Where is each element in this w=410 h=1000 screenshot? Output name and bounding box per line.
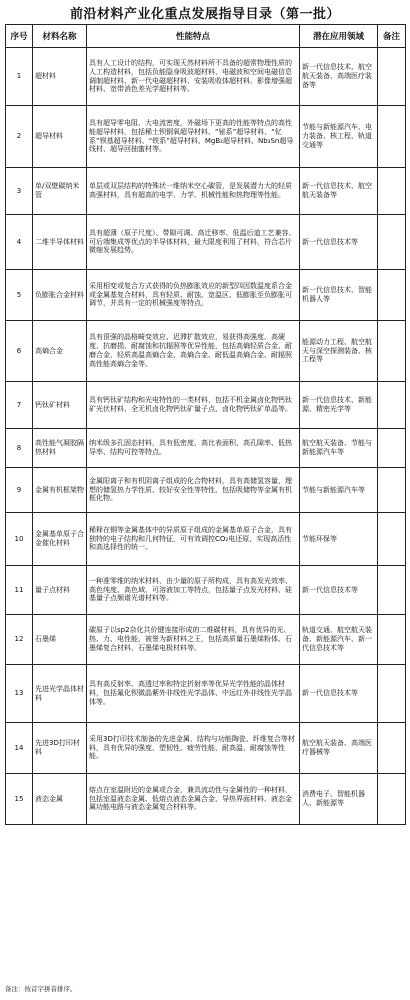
application-field: 新一代信息技术等 [300,665,378,723]
table-row [6,468,406,513]
application-field: 航空航天装备、高端医疗器械等 [300,723,378,774]
application-field: 新一代信息技术、新能源、精密光学等 [300,382,378,429]
catalog-table [5,24,406,825]
table-row [6,665,406,723]
application-field: 能源动力工程、航空航天与深空探测装备、核工程等 [300,321,378,382]
table-body [6,48,406,825]
row-remark [378,468,406,513]
row-number: 12 [6,615,33,665]
row-number: 7 [6,382,33,429]
application-field: 新一代信息技术等 [300,215,378,270]
material-feature: 具有高反射率、高透过率和特定折射率等优异光学性能的晶体材料，包括氟化钡微晶紫外非线性光学晶体、中远红外非线性光学晶体等。 [87,665,300,723]
row-number: 5 [6,270,33,321]
table-row [6,615,406,665]
material-name: 金属基单原子合金催化材料 [33,513,87,566]
row-remark [378,215,406,270]
material-name: 超材料 [33,48,87,106]
material-name: 高熵合金 [33,321,87,382]
table-row [6,723,406,774]
row-remark [378,429,406,468]
row-remark [378,513,406,566]
material-name: 液态金属 [33,774,87,825]
material-name: 负膨胀合金材料 [33,270,87,321]
material-name: 先进3D打印材料 [33,723,87,774]
material-feature: 具有钙钛矿结构和光电特性的一类材料，包括不机金属卤化物钙钛矿光伏材料、全无机卤化物钙钛矿量子点、卤化物钙钛矿单晶等。 [87,382,300,429]
header-no: 序号 [6,25,33,48]
material-name: 超导材料 [33,106,87,168]
material-feature: 熔点在室温附近的金属或合金，兼具流动性与金属性的一种材料，包括室温液态金属、低熔点液态金属合金、导热界面材料、液态金属功能电路与液态金属复合材料等。 [87,774,300,825]
table-row [6,270,406,321]
table-row [6,774,406,825]
application-field: 新一代信息技术、航空航天装备等 [300,168,378,215]
table-row [6,513,406,566]
material-feature: 具有超薄（原子尺度）、带隙可调、高迁移率、低温后道工艺兼容、可后端集成等优点的半导体材料，最大限度利用了材料，符合芯片微缩发展趋势。 [87,215,300,270]
application-field: 节能环保等 [300,513,378,566]
application-field: 新一代信息技术、航空航天装备、高端医疗装备等 [300,48,378,106]
row-number: 9 [6,468,33,513]
row-number: 13 [6,665,33,723]
material-name: 量子点材料 [33,566,87,615]
material-feature: 采用3D打印技术制备的先进金属、结构与功能陶瓷、纤维复合等材料，具有优异的强度、塑韧性、疲劳性能、耐高温、耐腐蚀等性能。 [87,723,300,774]
header-field: 潜在应用领域 [300,25,378,48]
row-number: 1 [6,48,33,106]
material-feature: 稀释在铜等金属基体中的异质原子组成的金属基单原子合金，具有独特的电子结构和几何特征，可有效调控CO₂电还原，实现高活性和高选择性的统一。 [87,513,300,566]
table-row [6,321,406,382]
row-remark [378,774,406,825]
header-name: 材料名称 [33,25,87,48]
material-name: 金属有机框架物 [33,468,87,513]
table-row [6,566,406,615]
material-feature: 纳米级多孔固态材料，具有低密度、高比表面积、高孔隙率、低热导率、结构可控等特点。 [87,429,300,468]
row-remark [378,106,406,168]
material-feature: 碳原子以sp2杂化共价键连接形成的二维碳材料，具有优异的光、热、力、电性能，被誉为新材料之王，包括高质量石墨烯粉体、石墨烯复合材料、石墨烯电极材料等。 [87,615,300,665]
material-name: 高性能气凝胶隔热材料 [33,429,87,468]
table-row [6,168,406,215]
row-number: 6 [6,321,33,382]
table-row [6,106,406,168]
material-name: 钙钛矿材料 [33,382,87,429]
row-number: 15 [6,774,33,825]
material-feature: 单层或双层结构的特殊状一维纳米空心碳管，是发展潜力大的轻质高强材料，具有超高的电学、力学、机械性能和热物理等性能。 [87,168,300,215]
row-remark [378,665,406,723]
row-remark [378,168,406,215]
footnote: 备注：按首字拼音排序。 [5,985,77,993]
material-name: 先进光学晶体材料 [33,665,87,723]
header-remark: 备注 [378,25,406,48]
row-remark [378,270,406,321]
application-field: 新一代信息技术、智能机器人等 [300,270,378,321]
row-number: 14 [6,723,33,774]
document-title: 前沿材料产业化重点发展指导目录（第一批） [69,7,340,22]
table-row [6,48,406,106]
row-number: 2 [6,106,33,168]
material-name: 单/双壁碳纳米管 [33,168,87,215]
application-field: 新一代信息技术等 [300,566,378,615]
row-remark [378,48,406,106]
row-number: 8 [6,429,33,468]
material-feature: 具有很强的晶格畸变效应、迟滞扩散效应，易获得高强度、高硬度、抗磨损、耐腐蚀和抗辐照等优异性能，包括高熵轻质合金、耐磨合金、轻质高温高熵合金、高熵合金、耐低温高熵合金、耐辐照高性能高熵合金等。 [87,321,300,382]
application-field: 轨道交通、航空航天装备、新能源汽车、新一代信息技术等 [300,615,378,665]
row-number: 3 [6,168,33,215]
table-row [6,382,406,429]
row-number: 10 [6,513,33,566]
material-name: 二维半导体材料 [33,215,87,270]
table-row [6,215,406,270]
material-feature: 一种准零维的纳米材料，由少量的原子所构成，具有高发光效率、高色纯度、高色域、可溶液加工等特点，包括量子点发光材料、硅基量子点频谱光谱材料等。 [87,566,300,615]
row-number: 11 [6,566,33,615]
row-remark [378,615,406,665]
row-remark [378,566,406,615]
row-number: 4 [6,215,33,270]
row-remark [378,723,406,774]
header-feature: 性能特点 [87,25,300,48]
application-field: 节能与新能源汽车、电力装备、核工程、轨道交通等 [300,106,378,168]
material-feature: 具有超导零电阻、大电流密度，外磁场下更高的性能等特点的高性能超导材料，包括稀土钡铜氧超导材料、“铋系”超导材料、“钇系”钡基超导材料、“铁系”超导材料、MgB₂超导材料、Nb₃Sn超导线材、超导回抽蜜材等。 [87,106,300,168]
material-feature: 采用相变或复合方式获得的负热膨胀效应的新型四因数温度系合金或金属基复合材料，具有轻质、耐蚀、宽温区、低膨胀至负膨胀可调节，并具有一定的机械强度等特点。 [87,270,300,321]
material-feature: 金属阳离子和有机阴离子组成的化合物材料，具有高储氢容量、理想的储氢热力学性质、较好安全性等特性，包括吸储物等金属有机框化物。 [87,468,300,513]
material-feature: 具有人工设计的结构，可实现天然材料所不具备的超常物理性质的人工构造材料，包括负能隐身吸波超材料、电磁波和空间电磁信息调制超材料、新一代电磁超材料、安装吸收体超材料、影像增强超材料、宽带消色差光学超材料等。 [87,48,300,106]
header-row [6,25,406,48]
table-row [6,429,406,468]
material-name: 石墨烯 [33,615,87,665]
row-remark [378,382,406,429]
application-field: 节能与新能源汽车等 [300,468,378,513]
application-field: 消费电子、智能机器人、新能源等 [300,774,378,825]
application-field: 航空航天装备、节能与新能源汽车等 [300,429,378,468]
row-remark [378,321,406,382]
